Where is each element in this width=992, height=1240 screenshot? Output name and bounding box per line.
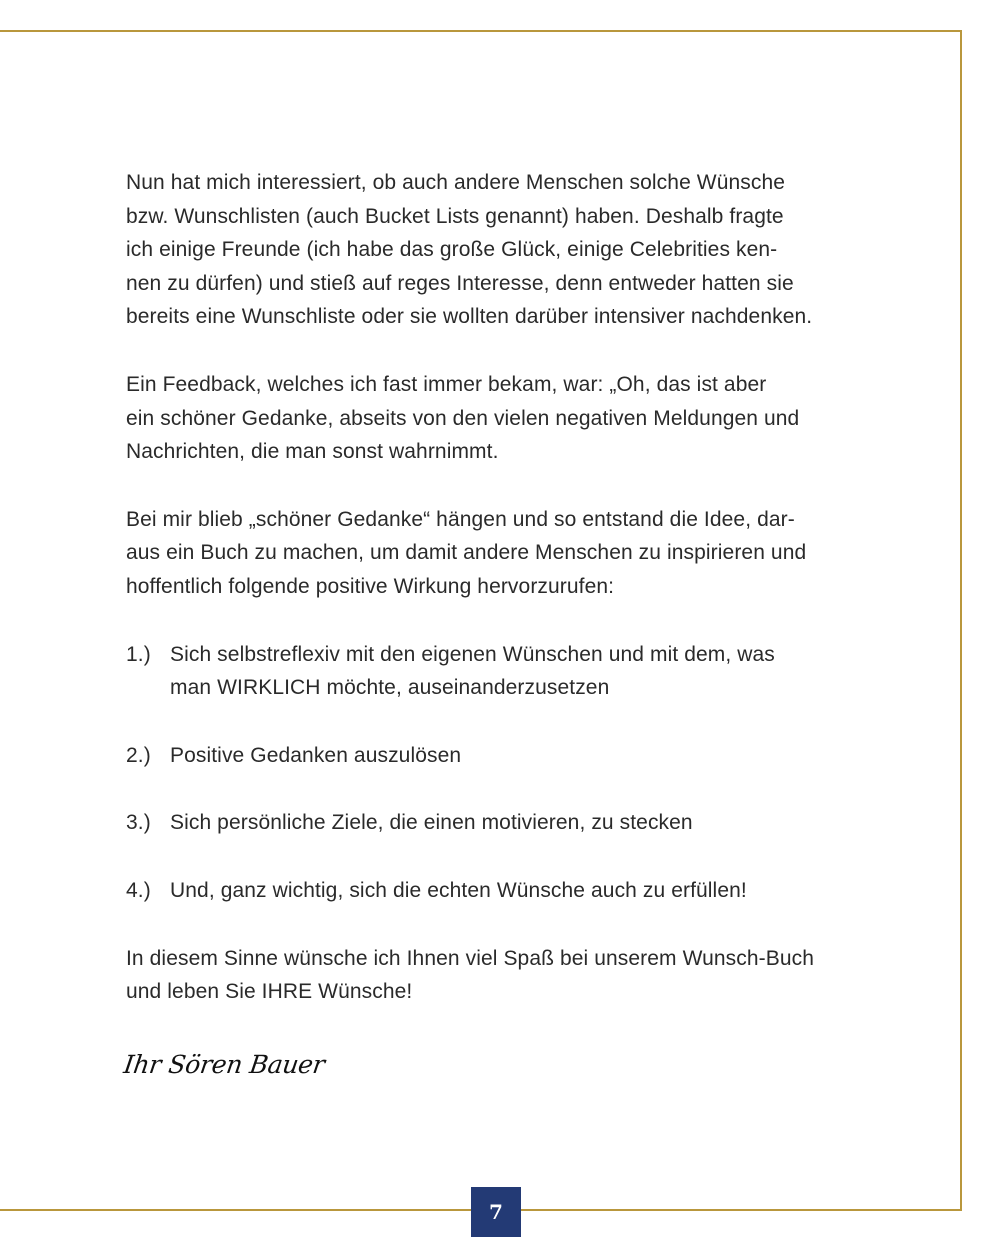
text-line: ein schöner Gedanke, abseits von den vielen negativen Meldungen und	[126, 406, 800, 430]
text-line: Ein Feedback, welches ich fast immer bekam, war: „Oh, das ist aber	[126, 372, 767, 396]
list-item	[126, 806, 846, 840]
text-line: Nun hat mich interessiert, ob auch andere Menschen solche Wünsche	[126, 171, 786, 194]
text-line: In diesem Sinne wünsche ich Ihnen viel Spaß bei unserem Wunsch-Buch	[126, 946, 815, 970]
frame-right-border	[960, 30, 962, 1210]
text-line: Positive Gedanken auszulösen	[170, 743, 462, 767]
text-line: nen zu dürfen) und stieß auf reges Interesse, denn entweder hatten sie	[126, 271, 794, 295]
list-item	[126, 739, 846, 773]
list-item-text	[170, 874, 846, 908]
text-line: Nachrichten, die man sonst wahrnimmt.	[126, 440, 499, 464]
text-line: Sich selbstreflexiv mit den eigenen Wünschen und mit dem, was	[170, 642, 775, 666]
text-line: und leben Sie IHRE Wünsche!	[126, 980, 413, 1004]
frame-top-border	[0, 30, 962, 32]
paragraph-intro	[126, 166, 846, 334]
text-line: hoffentlich folgende positive Wirkung hervorzurufen:	[126, 574, 615, 598]
page-number: 7	[489, 1200, 503, 1224]
body-text	[126, 166, 846, 1043]
list-number: 4.)	[126, 878, 151, 902]
text-line: man WIRKLICH möchte, auseinanderzusetzen	[170, 676, 610, 700]
page-number-badge	[471, 1187, 521, 1237]
list-item-text	[170, 638, 846, 705]
list-item	[126, 638, 846, 705]
list-item-text	[170, 739, 846, 773]
text-line: Und, ganz wichtig, sich die echten Wünsche auch zu erfüllen!	[170, 878, 747, 902]
text-line: Bei mir blieb „schöner Gedanke“ hängen und so entstand die Idee, dar-	[126, 507, 795, 531]
list-number: 1.)	[126, 642, 151, 666]
signature: Ihr Sören Bauer	[121, 1050, 327, 1079]
paragraph-idea	[126, 503, 846, 604]
paragraph-closing	[126, 942, 846, 1009]
list-item-text	[170, 806, 846, 840]
text-line: aus ein Buch zu machen, um damit andere Menschen zu inspirieren und	[126, 541, 807, 565]
list-item	[126, 874, 846, 908]
list-number: 3.)	[126, 811, 151, 835]
text-line: bereits eine Wunschliste oder sie wollten darüber intensiver nachdenken.	[126, 305, 813, 329]
text-line: Sich persönliche Ziele, die einen motivieren, zu stecken	[170, 811, 693, 835]
list-number: 2.)	[126, 743, 151, 767]
text-line: bzw. Wunschlisten (auch Bucket Lists genannt) haben. Deshalb fragte	[126, 204, 784, 228]
text-line: ich einige Freunde (ich habe das große Glück, einige Celebrities ken-	[126, 238, 778, 262]
paragraph-feedback	[126, 368, 846, 469]
